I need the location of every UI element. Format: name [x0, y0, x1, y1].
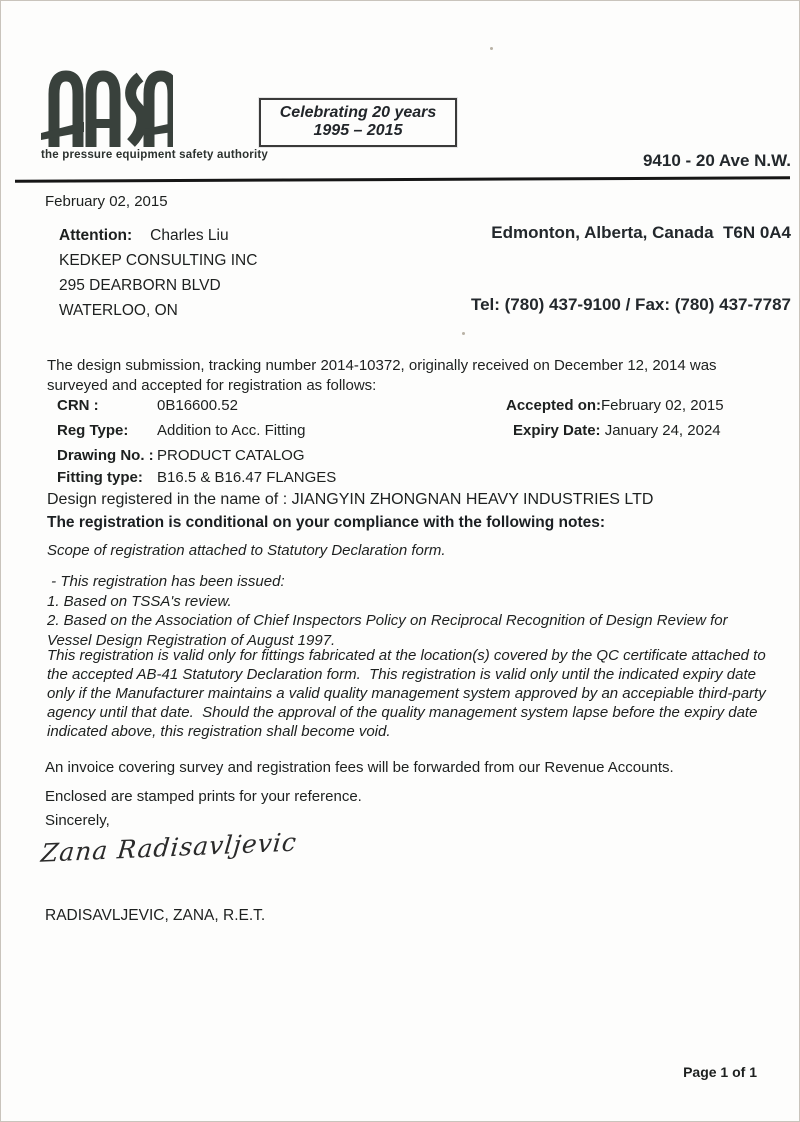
issued-line3: 2. Based on the Association of Chief Inspectors Policy on Reciprocal Recognition of Design Review for Vessel Design Registration of August 1997.: [47, 612, 732, 649]
issued-notes-block: [47, 572, 767, 650]
letter-date: February 02, 2015: [45, 193, 168, 210]
issued-line1: - This registration has been issued:: [47, 573, 285, 590]
signature-handwriting: Zana Radisavljevic: [39, 827, 299, 868]
reg-type-label: Reg Type:: [57, 422, 129, 439]
fitting-type-label: Fitting type:: [57, 469, 143, 486]
accepted-on-label: Accepted on:: [506, 397, 602, 414]
page-number: Page 1 of 1: [683, 1064, 757, 1080]
expiry-date-label: Expiry Date:: [513, 422, 601, 439]
invoice-line: An invoice covering survey and registration fees will be forwarded from our Revenue Accounts.: [45, 759, 674, 776]
scan-speck: [462, 332, 465, 335]
accepted-on-value: February 02, 2015: [601, 397, 724, 414]
scan-speck: [490, 47, 493, 50]
drawing-no-value: PRODUCT CATALOG: [157, 447, 305, 464]
scope-note: Scope of registration attached to Statutory Declaration form.: [47, 542, 446, 559]
recipient-street: 295 DEARBORN BLVD: [59, 277, 221, 294]
recipient-city: WATERLOO, ON: [59, 302, 178, 319]
recipient-company: KEDKEP CONSULTING INC: [59, 252, 258, 269]
registered-name-line: Design registered in the name of : JIANGYIN ZHONGNAN HEAVY INDUSTRIES LTD: [47, 491, 654, 508]
expiry-date-row: [513, 422, 721, 439]
banner-line2: 1995 – 2015: [313, 122, 403, 139]
drawing-no-row: [57, 447, 305, 464]
absa-logo: [41, 67, 271, 152]
attention-label: Attention:: [59, 227, 133, 244]
signer-name: RADISAVLJEVIC, ZANA, R.E.T.: [45, 907, 266, 924]
enclosed-line: Enclosed are stamped prints for your reference.: [45, 788, 362, 805]
address-line3: Tel: (780) 437-9100 / Fax: (780) 437-7787: [470, 295, 791, 314]
reg-type-row: [57, 422, 305, 439]
address-line2: Edmonton, Alberta, Canada T6N 0A4: [491, 223, 791, 242]
crn-row: [57, 397, 238, 414]
banner-line1: Celebrating 20 years: [279, 104, 437, 121]
crn-label: CRN :: [57, 397, 99, 414]
validity-paragraph: This registration is valid only for fittings fabricated at the location(s) covered by the QC certificate attached to the accepted AB-41 Statutory Declaration form. This registration is valid only until the indicated expiry date only if the Manufacturer maintains a valid quality management system approved by an accepiable third-party agency until that date. Should the approval of the quality management system lapse before the expiry date indicated above, this registration shall become void.: [47, 647, 770, 740]
anniversary-banner: [259, 98, 457, 147]
attention-line: [59, 223, 257, 248]
logo-tagline: the pressure equipment safety authority: [41, 149, 268, 161]
crn-value: 0B16600.52: [157, 397, 238, 414]
drawing-no-label: Drawing No. :: [57, 447, 154, 464]
absa-logo-icon: [41, 67, 173, 147]
issued-line2: 1. Based on TSSA's review.: [47, 592, 232, 610]
expiry-date-value: January 24, 2024: [600, 422, 721, 439]
reg-type-value: Addition to Acc. Fitting: [157, 422, 306, 439]
fitting-type-row: [57, 469, 336, 486]
company-address-block: [461, 101, 791, 365]
intro-paragraph: The design submission, tracking number 2014-10372, originally received on December 12, 2014 was surveyed and accepted for registration as follows:: [47, 357, 721, 394]
accepted-on-row: [506, 397, 724, 414]
closing-line: Sincerely,: [45, 812, 110, 829]
fitting-type-value: B16.5 & B16.47 FLANGES: [157, 469, 337, 486]
conditional-heading: The registration is conditional on your compliance with the following notes:: [47, 514, 606, 531]
recipient-block: [59, 223, 257, 323]
attention-name: Charles Liu: [150, 227, 229, 244]
address-line1: 9410 - 20 Ave N.W.: [642, 151, 791, 170]
